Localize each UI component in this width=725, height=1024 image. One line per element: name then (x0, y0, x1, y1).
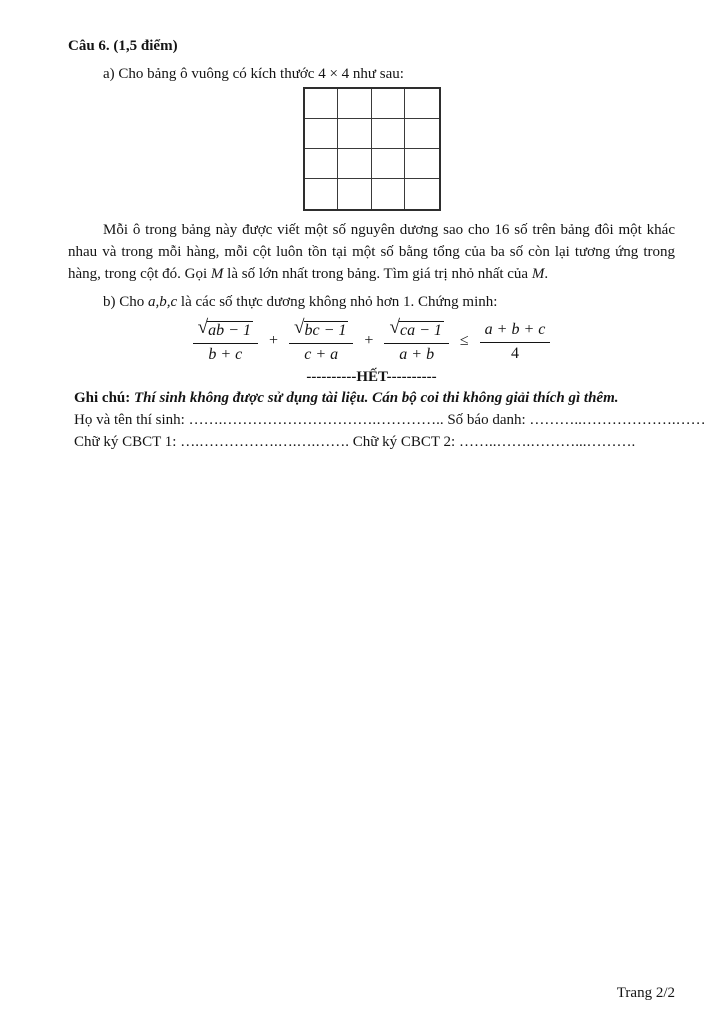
grid-cell (405, 89, 439, 119)
denominator: b + c (208, 346, 243, 363)
sqrt-expression (197, 317, 253, 339)
end-divider: ----------HẾT---------- (306, 369, 437, 385)
paragraph-text: số trên bảng đôi một khác nhau và trong mỗi hàng, mỗi cột luôn tồn tại một số bằng tổng của ba số còn lại tương ứng trong hàng, trong cột đó. Gọi (68, 222, 675, 282)
part-b-math-abc: a,b,c (148, 294, 178, 310)
note-label: Ghi chú: (74, 390, 135, 406)
fraction-rhs (480, 320, 551, 362)
grid-cell (372, 179, 406, 209)
part-b-line (68, 292, 675, 312)
grid-cell (405, 179, 439, 209)
sqrt-expression (293, 317, 348, 339)
part-a-math: 4 × 4 (318, 66, 350, 82)
registration-number-label: Số báo danh: (443, 412, 530, 428)
square-grid-4x4 (303, 87, 441, 211)
radicand: ca − 1 (399, 322, 442, 339)
paragraph-text: là số lớn nhất trong bảng. Tìm giá trị nhỏ nhất của (223, 266, 532, 282)
fraction-term-3 (384, 319, 448, 363)
grid-cell (372, 149, 406, 179)
radical-sign-icon: √ (197, 317, 209, 338)
grid-cell (338, 119, 372, 149)
grid-cell (338, 149, 372, 179)
denominator: c + a (304, 346, 339, 363)
radicand: bc − 1 (304, 322, 347, 339)
dotted-blank: …….………………………….………….. (188, 412, 444, 428)
plus-operator: + (268, 332, 278, 349)
dotted-blank: ….…………….….….……. (180, 434, 349, 450)
dotted-blank: ……..…….………...………. (458, 434, 636, 450)
paragraph-math-16: 16 (494, 222, 510, 238)
radical-sign-icon: √ (389, 317, 400, 338)
grid-cell (372, 89, 406, 119)
part-a-line (68, 64, 675, 84)
grid-cell (305, 119, 339, 149)
part-a-suffix: như sau: (349, 66, 404, 82)
paragraph-math-M: M (210, 266, 224, 282)
candidate-name-line (68, 409, 706, 431)
part-b-text: là các số thực dương không nhỏ hơn (177, 294, 404, 310)
fraction-term-2 (289, 319, 353, 363)
grid-cell (305, 149, 339, 179)
part-b-text: b) Cho (103, 294, 148, 310)
inequality-formula (68, 319, 675, 363)
paragraph-math-M: M (531, 266, 545, 282)
grid-cell (305, 89, 339, 119)
note-text: Thí sinh không được sử dụng tài liệu. Cán bộ coi thi không giải thích gì thêm. (134, 390, 619, 406)
grid-cell (338, 179, 372, 209)
denominator: a + b (399, 346, 435, 363)
problem-paragraph (68, 219, 675, 285)
dotted-blank: ………..……………….…… (529, 412, 706, 428)
rhs-denominator: 4 (511, 345, 520, 362)
grid-cell (372, 119, 406, 149)
grid-cell (338, 89, 372, 119)
part-b-suffix: . Chứng minh: (410, 294, 498, 310)
part-b-math-1: 1 (403, 294, 411, 310)
plus-operator: + (364, 332, 374, 349)
radical-sign-icon: √ (293, 317, 305, 338)
proctor-signature-line (68, 431, 675, 453)
page-number: Trang 2/2 (616, 985, 675, 1001)
less-equal-operator: ≤ (459, 332, 469, 349)
paragraph-text: . (544, 266, 549, 282)
question-title: Câu 6. (1,5 điểm) (68, 38, 178, 54)
grid-cell (305, 179, 339, 209)
grid-cell (405, 119, 439, 149)
proctor2-signature-label: Chữ ký CBCT 2: (348, 434, 459, 450)
grid-cell (405, 149, 439, 179)
rhs-numerator: a + b + c (480, 320, 551, 343)
part-a-text: a) Cho bảng ô vuông có kích thước (103, 66, 319, 82)
proctor1-signature-label: Chữ ký CBCT 1: (74, 434, 181, 450)
candidate-name-label: Họ và tên thí sinh: (74, 412, 189, 428)
exam-note (68, 388, 675, 409)
sqrt-expression (389, 317, 443, 339)
radicand: ab − 1 (208, 322, 251, 339)
fraction-term-1 (193, 319, 258, 363)
paragraph-text: Mỗi ô trong bảng này được viết một số nguyên dương sao cho (103, 222, 495, 238)
